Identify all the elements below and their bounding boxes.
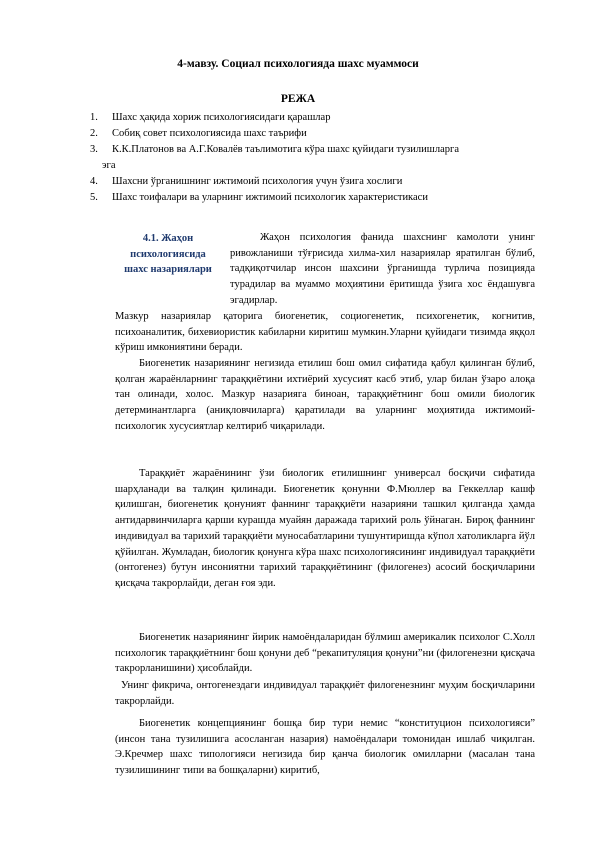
plan-list [90, 110, 540, 206]
plan-item: 5. Шахс тоифалари ва уларнинг ижтимоий психологик характеристикаси [90, 192, 428, 203]
intro-paragraph-continued: Мазкур назариялар қаторига биогенетик, социогенетик, психогенетик, когнитив, психоаналитик, бихевиористик кабиларни киритиш мумкин.Уларни қуйидаги тизимда яққол кўриш имкониятини беради. [115, 311, 535, 354]
plan-item: 4. Шахсни ўрганишнинг ижтимоий психология учун ўзига хослиги [90, 176, 403, 187]
intro-paragraph: Жаҳон психология фанида шахснинг камолоти унинг ривожланиши тўғрисида хилма-хил назариялар яратилган бўлиб, тадқиқотчилар инсон шахсини ўрганишда турлича позицияда турадилар ва муаммо моҳиятини ёритишда ўзига хос ёндашувга эгадирлар. [230, 232, 535, 306]
section-heading: 4.1. Жаҳон психологиясида шахс назариялари [124, 233, 212, 275]
paragraph-constitutional: Биогенетик концепциянинг бошқа бир тури немис “конституцион психологияси” (инсон тана тузилишига асосланган назария) намоёндалари томонидан ишлаб чиқилган. Э.Кречмер шахс типологияси негизида бир қанча биологик омилларни (масалан тана тузилишининг типи ва бошқаларни) киритиб, [115, 718, 535, 777]
plan-item: 3. К.К.Платонов ва А.Г.Ковалёв таълимотига кўра шахс қуйидаги тузилишларга эга [90, 144, 459, 171]
plan-heading: РЕЖА [280, 93, 316, 105]
plan-item: 2. Собиқ совет психологиясида шахс таърифи [90, 128, 307, 139]
paragraph-opinion: Унинг фикрича, онтогенездаги индивидуал тараққиёт филогенезнинг муҳим босқичларини такрорлайди. [115, 680, 535, 707]
paragraph-biogenetic: Биогенетик назариянинг негизида етилиш бош омил сифатида қабул қилинган бўлиб, қолган жараёнларнинг тараққиётини ихтиёрий хусусият касб этиб, улар билан ўзаро алоқа тан олинади, холос. Мазкур назарияга биноан, тараққиётнинг бош омили биологик детерминантларга (аниқловчиларга) қаратилади ва уларнинг моҳиятида ижтимоий-психологик хусусиятлар келтириб чиқарилади. [115, 358, 535, 432]
paragraph-hall: Биогенетик назариянинг йирик намоёндаларидан бўлмиш америкалик психолог С.Холл психологик тараққиётнинг бош қонуни деб “рекапитуляция қонуни”ни (филогенезни қисқача такрорланишини) ҳисоблайди. [115, 632, 535, 675]
paragraph-development: Тараққиёт жараёнининг ўзи биологик етилишнинг универсал босқичи сифатида шарҳланади ва талқин қилинади. Биогенетик қонунни Ф.Мюллер ва Геккеллар кашф қилишган, биогенетик қонуният фаннинг тараққиёти назарияни ташкил қилганда ҳамда антидарвинчиларга қарши курашда муайян даражада тарихий роль ўйнаган. Бироқ фаннинг индивидуал ва тарихий тараққиёти муносабатларини тушунтиришда кўпол хатоликларга йўл қўйилган. Жумладан, биологик қонунга кўра шахс психологиясининг индивидуал тараққиёти (онтогенез) бутун инсониятни тарихий тараққиётининг (филогенез) асосий босқичларини қисқача такрорлайди, деган ғоя эди. [115, 468, 535, 589]
page-title: 4-мавзу. Социал психологияда шахс муаммоси [177, 58, 419, 70]
plan-item: 1. Шахс ҳақида хориж психологиясидаги қарашлар [90, 112, 331, 123]
plan-item-continuation: эга [102, 160, 116, 171]
